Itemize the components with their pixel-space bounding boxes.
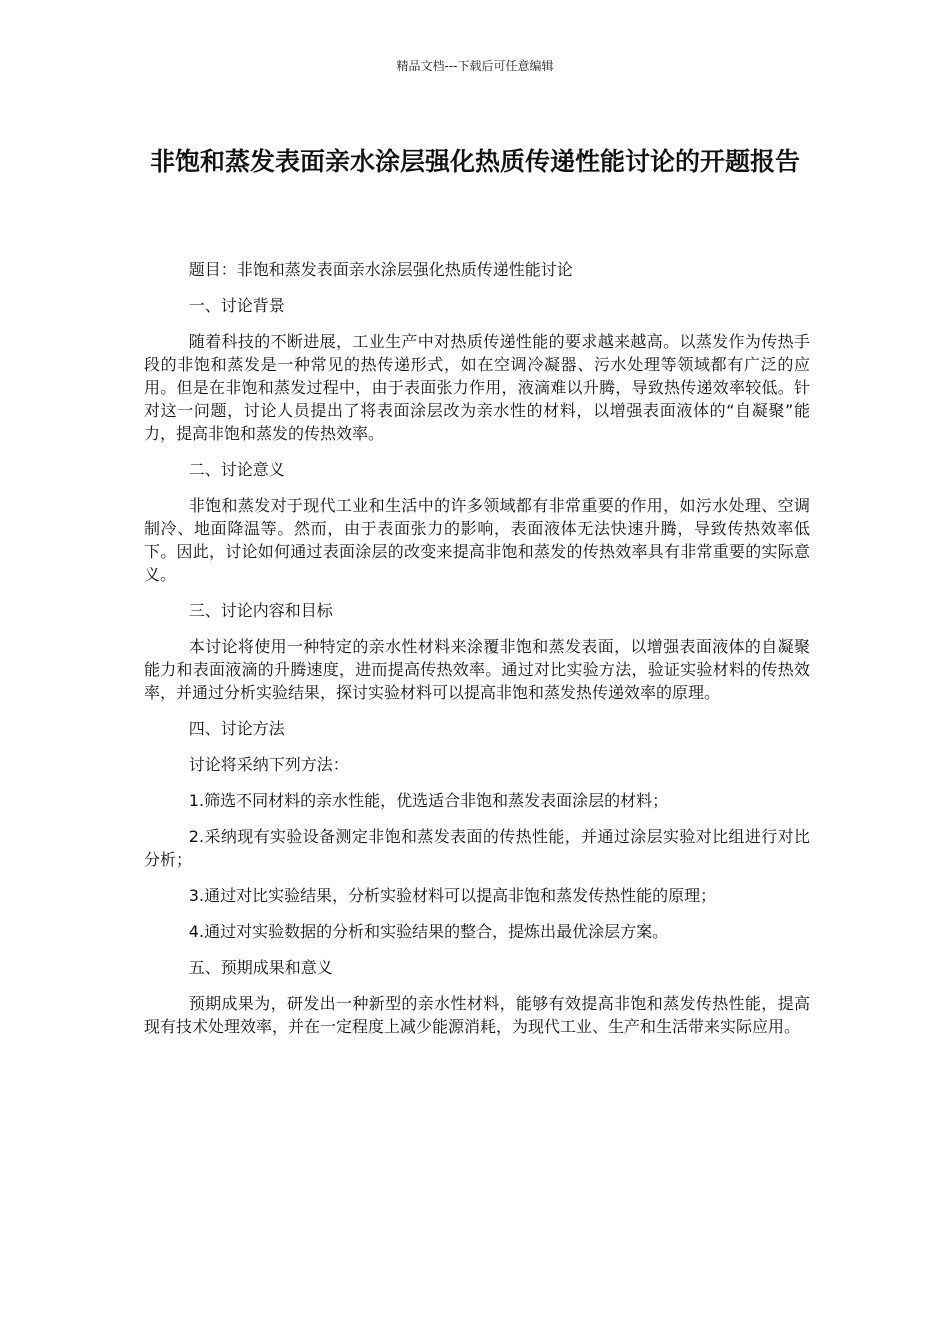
section-heading-significance: 二、讨论意义 xyxy=(188,460,285,479)
method-item-3: 3.通过对比实验结果，分析实验材料可以提高非饱和蒸发传热性能的原理； xyxy=(188,886,717,905)
document-title: 非饱和蒸发表面亲水涂层强化热质传递性能讨论的开题报告 xyxy=(150,147,801,176)
method-item-4: 4.通过对实验数据的分析和实验结果的整合，提炼出最优涂层方案。 xyxy=(188,922,669,941)
paragraph-content-goals: 本讨论将使用一种特定的亲水性材料来涂覆非饱和蒸发表面，以增强表面液体的自凝聚能力和表面液滴的升腾速度，进而提高传热效率。通过对比实验方法，验证实验材料的传热效率，并通过分析实验结果，探讨实验材料可以提高非饱和蒸发热传递效率的原理。 xyxy=(144,637,810,702)
section-heading-methods: 四、讨论方法 xyxy=(188,719,285,738)
paragraph-expected-results: 预期成果为，研发出一种新型的亲水性材料，能够有效提高非饱和蒸发传热性能，提高现有技术处理效率，并在一定程度上减少能源消耗，为现代工业、生产和生活带来实际应用。 xyxy=(144,994,810,1036)
section-heading-expected-results: 五、预期成果和意义 xyxy=(188,958,333,977)
page-header-note: 精品文档---下载后可任意编辑 xyxy=(396,59,554,73)
method-item-1: 1.筛选不同材料的亲水性能，优选适合非饱和蒸发表面涂层的材料； xyxy=(188,791,669,810)
method-item-2: 2.采纳现有实验设备测定非饱和蒸发表面的传热性能，并通过涂层实验对比组进行对比分析； xyxy=(144,827,810,869)
methods-intro: 讨论将采纳下列方法： xyxy=(188,755,349,774)
paragraph-significance: 非饱和蒸发对于现代工业和生活中的许多领域都有非常重要的作用，如污水处理、空调制冷、地面降温等。然而，由于表面张力的影响，表面液体无法快速升腾，导致传热效率低下。因此，讨论如何通过表面涂层的改变来提高非饱和蒸发的传热效率具有非常重要的实际意义。 xyxy=(144,496,810,584)
section-heading-background: 一、讨论背景 xyxy=(188,296,285,315)
section-heading-content-goals: 三、讨论内容和目标 xyxy=(188,601,333,620)
topic-line: 题目：非饱和蒸发表面亲水涂层强化热质传递性能讨论 xyxy=(188,260,573,279)
document-body xyxy=(144,258,810,1051)
paragraph-background: 随着科技的不断进展，工业生产中对热质传递性能的要求越来越高。以蒸发作为传热手段的非饱和蒸发是一种常见的热传递形式，如在空调冷凝器、污水处理等领域都有广泛的应用。但是在非饱和蒸发过程中，由于表面张力作用，液滴难以升腾，导致热传递效率较低。针对这一问题，讨论人员提出了将表面涂层改为亲水性的材料，以增强表面液体的“自凝聚”能力，提高非饱和蒸发的传热效率。 xyxy=(144,332,810,443)
